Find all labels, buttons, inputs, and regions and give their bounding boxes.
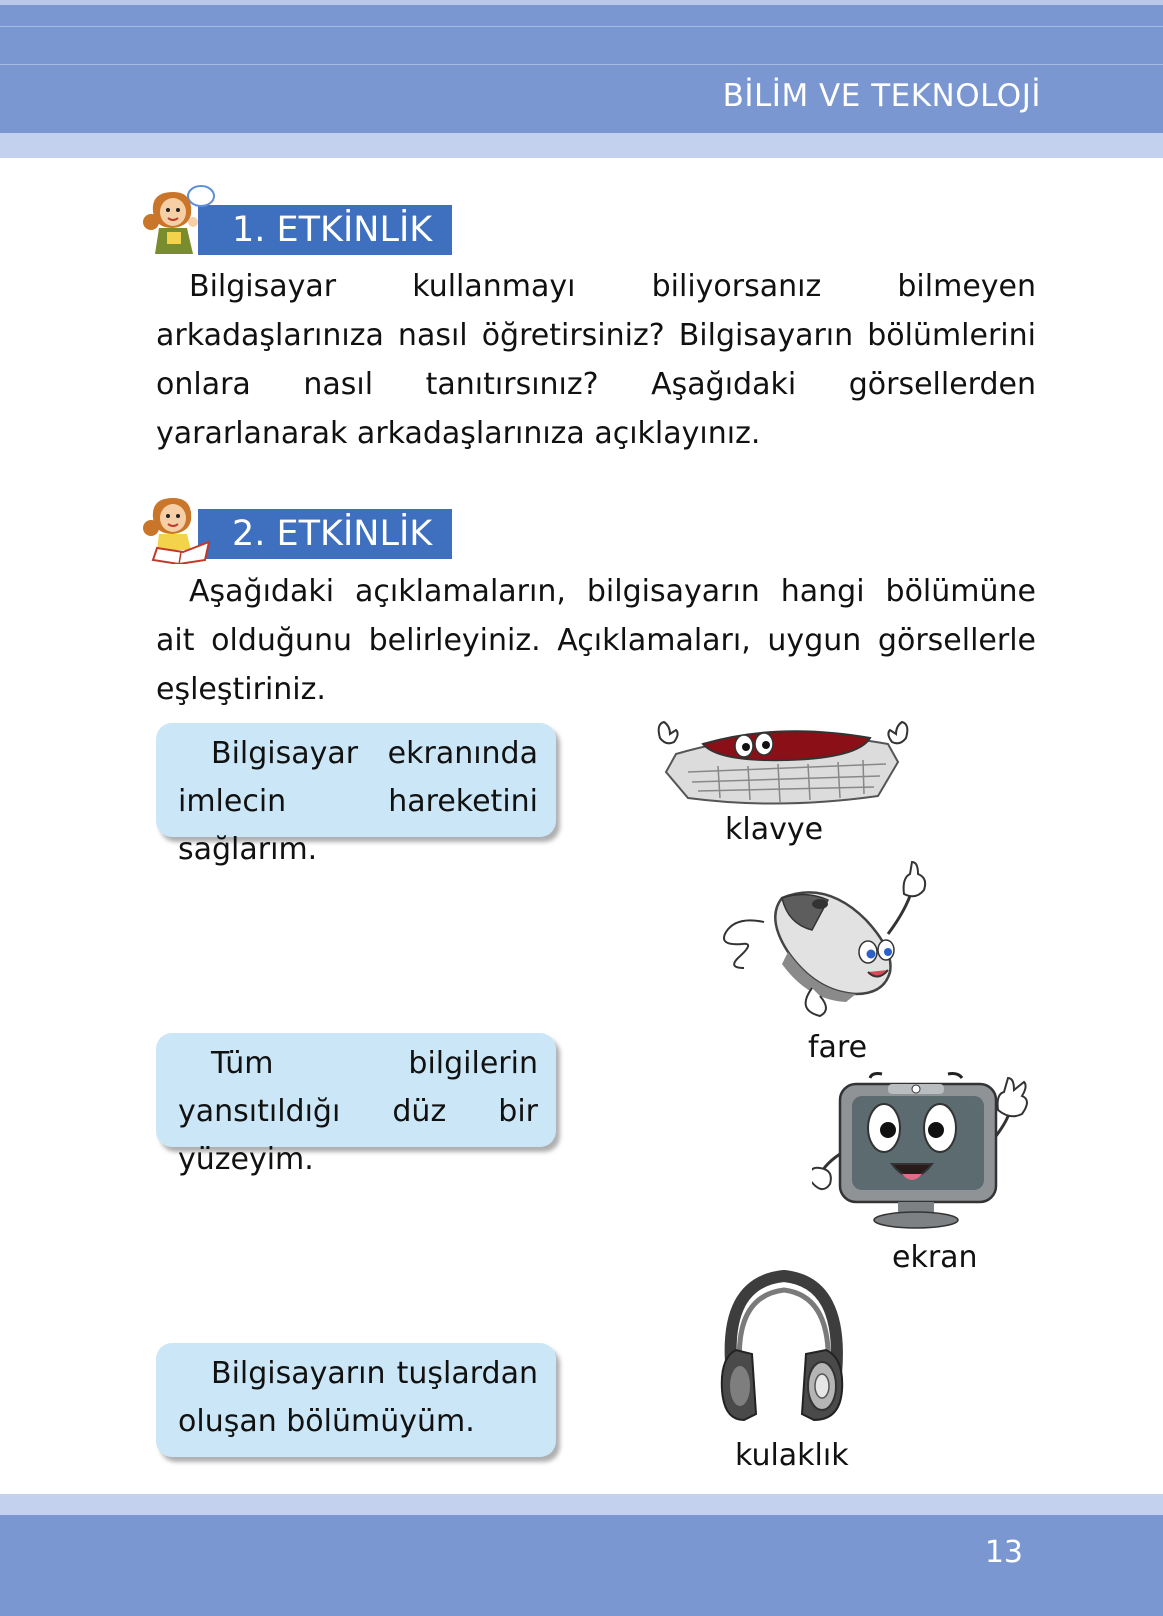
description-text: Bilgisayarın tuşlardan oluşan bölümüyüm.	[178, 1356, 538, 1439]
header-divider	[0, 26, 1163, 27]
activity-2-heading: 2. ETKİNLİK	[198, 509, 452, 559]
activity-1-text: Bilgisayar kullanmayı biliyorsanız bilmeyen arkadaşlarınıza nasıl öğretirsiniz? Bilgisayarın bölümlerini onlara nasıl tanıtırsınız? Aşağıdaki görsellerden yararlanarak arkadaşlarınıza açıklayınız.	[156, 269, 1036, 451]
monitor-mascot-icon[interactable]	[812, 1070, 1052, 1236]
monitor-label: ekran	[892, 1240, 978, 1275]
description-box[interactable]	[156, 1343, 556, 1457]
mouse-label: fare	[808, 1030, 868, 1065]
description-box[interactable]	[156, 1033, 556, 1177]
description-text: Bilgisayar ekranında imlecin hareketini sağlarım.	[178, 736, 538, 867]
headphones-label: kulaklık	[735, 1438, 849, 1473]
keyboard-label: klavye	[725, 812, 824, 847]
subject-title: BİLİM VE TEKNOLOJİ	[722, 78, 1041, 114]
page-number: 13	[984, 1535, 1023, 1570]
description-box[interactable]	[156, 723, 556, 867]
girl-mascot-icon	[143, 182, 215, 256]
activity-2-text: Aşağıdaki açıklamaların, bilgisayarın hangi bölümüne ait olduğunu belirleyiniz. Açıklamaları, uygun görsellerle eşleştiriniz.	[156, 574, 1036, 707]
header-divider	[0, 64, 1163, 65]
activity-1-heading: 1. ETKİNLİK	[198, 205, 452, 255]
girl-reading-mascot-icon	[143, 490, 215, 564]
keyboard-mascot-icon[interactable]	[648, 714, 918, 814]
footer-top-strip	[0, 1494, 1163, 1515]
description-text: Tüm bilgilerin yansıtıldığı düz bir yüzeyim.	[178, 1046, 538, 1177]
header-bottom-strip	[0, 133, 1163, 158]
headphones-icon[interactable]	[718, 1262, 848, 1428]
mouse-mascot-icon[interactable]	[716, 860, 956, 1020]
